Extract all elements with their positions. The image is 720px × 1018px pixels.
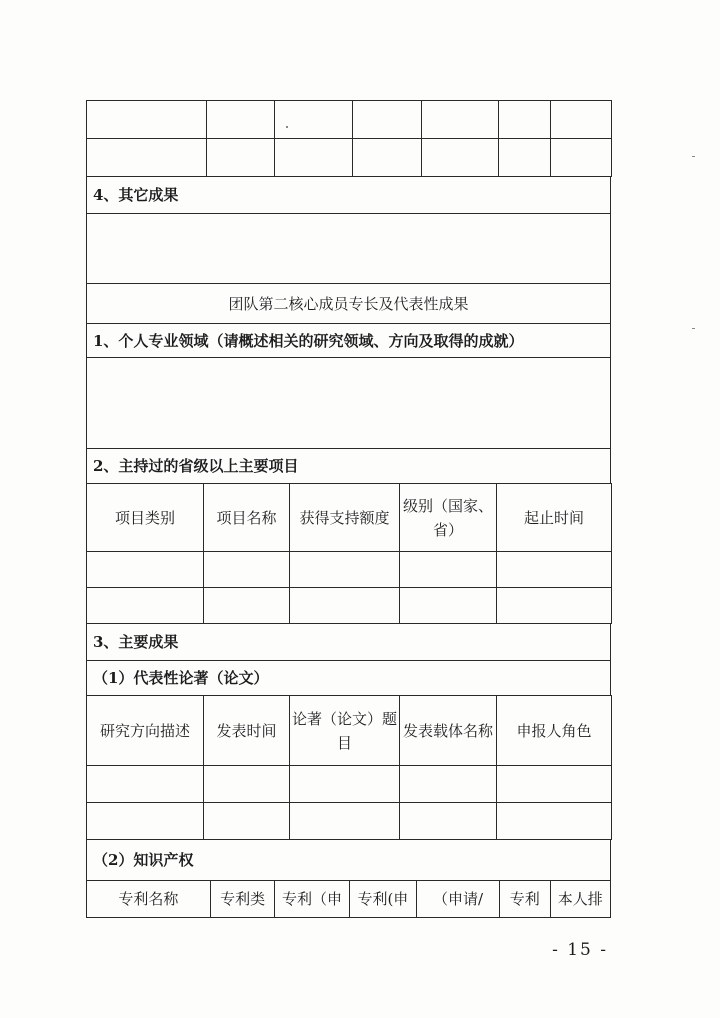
- header-patent-type: 专利类: [210, 881, 275, 918]
- header-publish-date: 发表时间: [204, 696, 290, 766]
- header-period: 起止时间: [497, 484, 612, 552]
- header-funding-amount: 获得支持额度: [290, 484, 400, 552]
- table-header-row: [87, 696, 612, 766]
- table-row: [87, 588, 612, 624]
- header-application-authorization: （申请/: [417, 881, 500, 918]
- projects-table: [86, 483, 612, 624]
- header-patent-application: 专利（申: [275, 881, 349, 918]
- table-header-row: [87, 484, 612, 552]
- table-cell[interactable]: [400, 552, 497, 588]
- results-label-table: [86, 623, 611, 696]
- table-cell[interactable]: [207, 139, 275, 177]
- table-cell[interactable]: [207, 101, 275, 139]
- table-cell[interactable]: [353, 139, 422, 177]
- header-paper-title: 论著（论文）题目: [290, 696, 400, 766]
- ip-label-table: [86, 839, 611, 881]
- header-patent-name: 专利名称: [87, 881, 211, 918]
- table-cell[interactable]: [353, 101, 422, 139]
- other-results-field[interactable]: [87, 214, 611, 284]
- table-cell[interactable]: [87, 588, 204, 624]
- table-row: [87, 101, 612, 139]
- top-continuation-table: [86, 100, 612, 177]
- table-cell[interactable]: [275, 139, 353, 177]
- table-cell[interactable]: [400, 588, 497, 624]
- other-results-label: 4、其它成果: [87, 177, 611, 214]
- papers-label: （1）代表性论著（论文）: [87, 661, 611, 696]
- header-research-direction: 研究方向描述: [87, 696, 204, 766]
- ip-table: [86, 880, 611, 918]
- table-cell[interactable]: [87, 803, 204, 840]
- table-cell[interactable]: [400, 803, 497, 840]
- main-results-label: 3、主要成果: [87, 624, 611, 661]
- expertise-field[interactable]: [87, 358, 611, 449]
- table-cell[interactable]: [497, 803, 612, 840]
- expertise-label: 1、个人专业领域（请概述相关的研究领域、方向及取得的成就）: [87, 324, 611, 358]
- scan-speck: [692, 156, 695, 157]
- ip-label: （2）知识产权: [87, 840, 611, 881]
- table-cell[interactable]: [204, 552, 290, 588]
- table-cell[interactable]: [290, 588, 400, 624]
- table-cell[interactable]: [290, 766, 400, 803]
- table-header-row: [87, 881, 611, 918]
- table-cell[interactable]: [422, 139, 499, 177]
- header-applicant-role: 申报人角色: [497, 696, 612, 766]
- header-level: 级别（国家、省）: [400, 484, 497, 552]
- table-cell[interactable]: [551, 101, 612, 139]
- table-cell[interactable]: [400, 766, 497, 803]
- table-cell[interactable]: [551, 139, 612, 177]
- projects-label: 2、主持过的省级以上主要项目: [87, 449, 611, 484]
- header-publication-venue: 发表载体名称: [400, 696, 497, 766]
- scan-speck: [692, 328, 695, 329]
- table-cell[interactable]: [497, 766, 612, 803]
- table-cell[interactable]: [204, 766, 290, 803]
- table-cell[interactable]: [290, 803, 400, 840]
- page-number: - 15 -: [552, 940, 608, 960]
- table-cell[interactable]: [499, 101, 551, 139]
- table-cell[interactable]: [497, 588, 612, 624]
- header-personal-rank: 本人排: [550, 881, 610, 918]
- header-project-category: 项目类别: [87, 484, 204, 552]
- table-cell[interactable]: [499, 139, 551, 177]
- header-patent-application-2: 专利(申: [349, 881, 417, 918]
- table-cell[interactable]: [204, 588, 290, 624]
- table-cell[interactable]: [87, 101, 207, 139]
- table-cell[interactable]: [204, 803, 290, 840]
- table-row: [87, 139, 612, 177]
- table-row: [87, 552, 612, 588]
- table-cell[interactable]: [87, 766, 204, 803]
- header-project-name: 项目名称: [204, 484, 290, 552]
- header-patent: 专利: [499, 881, 550, 918]
- table-row: [87, 766, 612, 803]
- table-cell[interactable]: [87, 552, 204, 588]
- member-two-title: 团队第二核心成员专长及代表性成果: [87, 284, 611, 324]
- table-cell[interactable]: [87, 139, 207, 177]
- papers-table: [86, 695, 612, 840]
- table-cell[interactable]: [275, 101, 353, 139]
- table-cell[interactable]: [422, 101, 499, 139]
- table-cell[interactable]: [290, 552, 400, 588]
- table-row: [87, 803, 612, 840]
- main-section-table: [86, 176, 611, 484]
- scan-speck: [286, 126, 288, 128]
- table-cell[interactable]: [497, 552, 612, 588]
